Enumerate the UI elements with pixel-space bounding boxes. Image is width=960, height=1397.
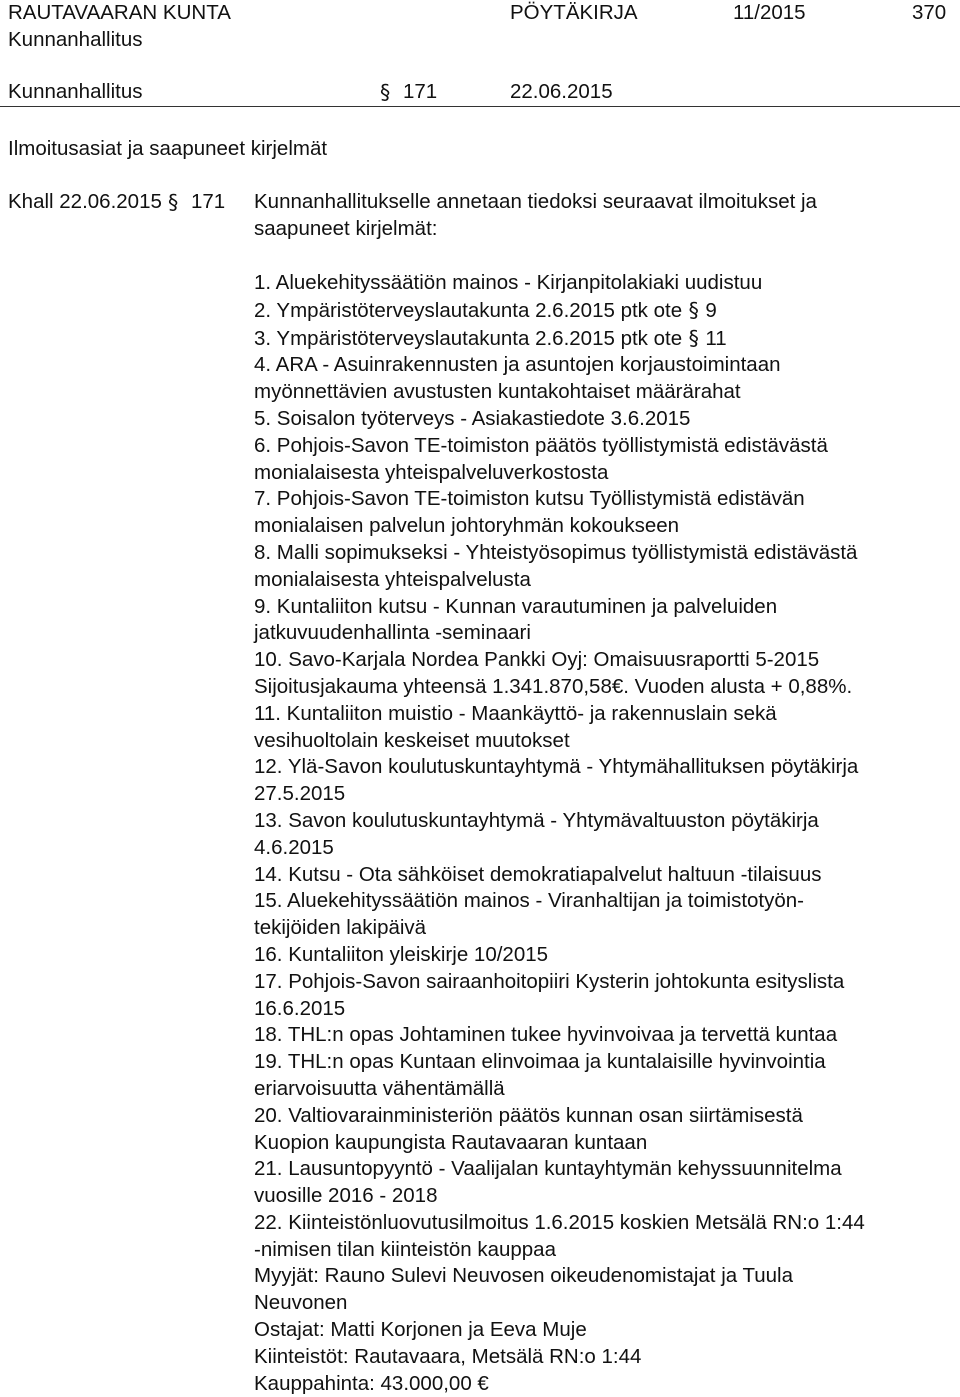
list-item bbox=[254, 1049, 954, 1103]
decision-intro-line-1: Kunnanhallitukselle annetaan tiedoksi seuraavat ilmoitukset ja bbox=[254, 190, 817, 213]
list-item-text: Kauppahinta: 43.000,00 € bbox=[254, 1371, 489, 1395]
list-item-line bbox=[254, 835, 954, 862]
list-item-line bbox=[254, 942, 954, 969]
list-item-line bbox=[254, 915, 954, 942]
list-item-text: 12. Ylä-Savon koulutuskuntayhtymä - Yhtymähallituksen pöytäkirja bbox=[254, 755, 859, 779]
list-item bbox=[254, 325, 954, 353]
decision-intro-line-2: saapuneet kirjelmät: bbox=[254, 217, 438, 240]
list-item bbox=[254, 1156, 954, 1210]
list-item bbox=[254, 942, 954, 969]
list-item-text: Kuopion kaupungista Rautavaaran kuntaan bbox=[254, 1130, 648, 1154]
list-item bbox=[254, 888, 954, 942]
list-item-line bbox=[254, 486, 954, 513]
list-item-text: 8. Malli sopimukseksi - Yhteistyösopimus työllistymistä edistävästä bbox=[254, 540, 858, 564]
list-item-text: Myyjät: Rauno Sulevi Neuvosen oikeudenomistajat ja Tuula bbox=[254, 1264, 793, 1288]
list-item-text: 19. THL:n opas Kuntaan elinvoimaa ja kuntalaisille hyvinvointia bbox=[254, 1050, 826, 1074]
list-item-line bbox=[254, 1156, 954, 1183]
list-item bbox=[254, 594, 954, 648]
list-item-text: tekijöiden lakipäivä bbox=[254, 916, 427, 940]
body-name: Kunnanhallitus bbox=[8, 28, 143, 51]
list-item-text: vuosille 2016 - 2018 bbox=[254, 1184, 438, 1208]
list-item-text: 4. ARA - Asuinrakennusten ja asuntojen korjaustoimintaan bbox=[254, 353, 781, 377]
list-item-text: 17. Pohjois-Savon sairaanhoitopiiri Kysterin johtokunta esityslista bbox=[254, 969, 845, 993]
meeting-section-number: 171 bbox=[403, 80, 438, 103]
decision-section-number: 171 bbox=[191, 190, 226, 213]
list-item-text: 16.6.2015 bbox=[254, 996, 346, 1020]
list-item-line bbox=[254, 513, 954, 540]
list-item-text: Kiinteistöt: Rautavaara, Metsälä RN:o 1:44 bbox=[254, 1344, 642, 1368]
list-item-text: 22. Kiinteistönluovutusilmoitus 1.6.2015 koskien Metsälä RN:o 1:44 bbox=[254, 1210, 865, 1234]
org-name: RAUTAVAARAN KUNTA bbox=[8, 1, 231, 24]
list-item-text: Sijoitusjakauma yhteensä 1.341.870,58€. Vuoden alusta + 0,88%. bbox=[254, 674, 853, 698]
list-item-text: myönnettävien avustusten kuntakohtaiset määrärahat bbox=[254, 380, 741, 404]
list-item bbox=[254, 433, 954, 487]
list-item-text: 18. THL:n opas Johtaminen tukee hyvinvoivaa ja tervettä kuntaa bbox=[254, 1023, 838, 1047]
list-item bbox=[254, 969, 954, 1023]
list-item-line bbox=[254, 1022, 954, 1049]
list-item-text: 13. Savon koulutuskuntayhtymä - Yhtymävaltuuston pöytäkirja bbox=[254, 808, 819, 832]
list-item-text: 21. Lausuntopyyntö - Vaalijalan kuntayhtymän kehyssuunnitelma bbox=[254, 1157, 842, 1181]
list-item-line bbox=[254, 325, 954, 353]
header-rule bbox=[0, 106, 960, 107]
page-title: Ilmoitusasiat ja saapuneet kirjelmät bbox=[8, 137, 328, 160]
list-item-line bbox=[254, 969, 954, 996]
list-item-line bbox=[254, 1210, 954, 1237]
list-item-line bbox=[254, 406, 954, 433]
list-item-line bbox=[254, 460, 954, 487]
list-item-line bbox=[254, 1263, 954, 1290]
list-item-text: 14. Kutsu - Ota sähköiset demokratiapalvelut haltuun -tilaisuus bbox=[254, 862, 822, 886]
list-item-line bbox=[254, 1237, 954, 1264]
list-item-text: 7. Pohjois-Savon TE-toimiston kutsu Työllistymistä edistävän bbox=[254, 487, 805, 511]
list-item-text: monialaisesta yhteispalvelusta bbox=[254, 567, 531, 591]
issue-number: 11/2015 bbox=[733, 1, 806, 24]
list-item-line bbox=[254, 1344, 954, 1371]
list-item-line bbox=[254, 1371, 954, 1397]
list-item bbox=[254, 486, 954, 540]
list-item-text: 9. Kuntaliiton kutsu - Kunnan varautuminen ja palveluiden bbox=[254, 594, 778, 618]
list-item-line bbox=[254, 540, 954, 567]
list-item-text: 10. Savo-Karjala Nordea Pankki Oyj: Omaisuusraportti 5-2015 bbox=[254, 648, 820, 672]
document-type: PÖYTÄKIRJA bbox=[510, 1, 638, 24]
list-item-line bbox=[254, 1290, 954, 1317]
list-item-line bbox=[254, 1130, 954, 1157]
list-item-line bbox=[254, 379, 954, 406]
list-item-line bbox=[254, 1183, 954, 1210]
meeting-date: 22.06.2015 bbox=[510, 80, 613, 103]
list-item-text: 3. Ympäristöterveyslautakunta 2.6.2015 ptk ote bbox=[254, 326, 683, 350]
list-item-line bbox=[254, 888, 954, 915]
list-item-line bbox=[254, 808, 954, 835]
list-item bbox=[254, 754, 954, 808]
list-item-line bbox=[254, 728, 954, 755]
list-item bbox=[254, 1210, 954, 1397]
list-item-text: 20. Valtiovarainministeriön päätös kunnan osan siirtämisestä bbox=[254, 1103, 803, 1127]
list-item-line bbox=[254, 754, 954, 781]
list-item-text: 27.5.2015 bbox=[254, 782, 346, 806]
list-item-text: monialaisesta yhteispalveluverkostosta bbox=[254, 460, 609, 484]
list-item bbox=[254, 647, 954, 701]
list-item-section-number: 11 bbox=[705, 326, 727, 350]
list-item bbox=[254, 352, 954, 406]
list-item-line bbox=[254, 297, 954, 325]
notice-list bbox=[254, 270, 954, 1397]
list-item-text: 1. Aluekehityssäätiön mainos - Kirjanpitolakiaki uudistuu bbox=[254, 271, 763, 294]
list-item-line bbox=[254, 701, 954, 728]
list-item bbox=[254, 808, 954, 862]
list-item-section-number: 9 bbox=[705, 298, 717, 322]
section-sign: § bbox=[380, 80, 391, 104]
list-item-line bbox=[254, 594, 954, 621]
list-item-text: 5. Soisalon työterveys - Asiakastiedote 3.6.2015 bbox=[254, 406, 691, 430]
list-item-text: eriarvoisuutta vähentämällä bbox=[254, 1076, 505, 1100]
list-item bbox=[254, 862, 954, 889]
list-item-line bbox=[254, 433, 954, 460]
section-sign: § bbox=[682, 325, 706, 350]
meeting-body: Kunnanhallitus bbox=[8, 80, 143, 103]
list-item bbox=[254, 297, 954, 325]
list-item-text: -nimisen tilan kiinteistön kauppaa bbox=[254, 1237, 556, 1261]
list-item-line bbox=[254, 647, 954, 674]
list-item-line bbox=[254, 1317, 954, 1344]
list-item-text: Ostajat: Matti Korjonen ja Eeva Muje bbox=[254, 1318, 587, 1342]
list-item-line bbox=[254, 567, 954, 594]
list-item-text: 2. Ympäristöterveyslautakunta 2.6.2015 ptk ote bbox=[254, 298, 683, 322]
list-item-text: 15. Aluekehityssäätiön mainos - Viranhaltijan ja toimistotyön- bbox=[254, 889, 804, 913]
list-item-line bbox=[254, 620, 954, 647]
list-item-line bbox=[254, 781, 954, 808]
list-item-text: 16. Kuntaliiton yleiskirje 10/2015 bbox=[254, 942, 549, 966]
list-item-text: jatkuvuudenhallinta -seminaari bbox=[254, 621, 531, 645]
list-item-line bbox=[254, 1076, 954, 1103]
list-item-line bbox=[254, 1049, 954, 1076]
decision-ref: Khall 22.06.2015 bbox=[8, 190, 162, 213]
list-item bbox=[254, 1103, 954, 1157]
list-item-text: Neuvonen bbox=[254, 1291, 348, 1315]
list-item bbox=[254, 540, 954, 594]
list-item-text: 11. Kuntaliiton muistio - Maankäyttö- ja rakennuslain sekä bbox=[254, 701, 777, 725]
list-item-text: vesihuoltolain keskeiset muutokset bbox=[254, 728, 570, 752]
list-item-line bbox=[254, 1103, 954, 1130]
list-item bbox=[254, 406, 954, 433]
list-item bbox=[254, 701, 954, 755]
list-item-text: 6. Pohjois-Savon TE-toimiston päätös työllistymistä edistävästä bbox=[254, 433, 828, 457]
section-sign: § bbox=[168, 190, 179, 214]
list-item-line bbox=[254, 352, 954, 379]
page-number: 370 bbox=[912, 1, 947, 24]
list-item-line bbox=[254, 862, 954, 889]
list-item bbox=[254, 1022, 954, 1049]
list-item-line bbox=[254, 270, 954, 297]
list-item-text: 4.6.2015 bbox=[254, 835, 334, 859]
list-item bbox=[254, 270, 954, 297]
section-sign: § bbox=[682, 297, 706, 322]
list-item-text: monialaisen palvelun johtoryhmän kokoukseen bbox=[254, 514, 680, 538]
list-item-line bbox=[254, 674, 954, 701]
list-item-line bbox=[254, 996, 954, 1023]
